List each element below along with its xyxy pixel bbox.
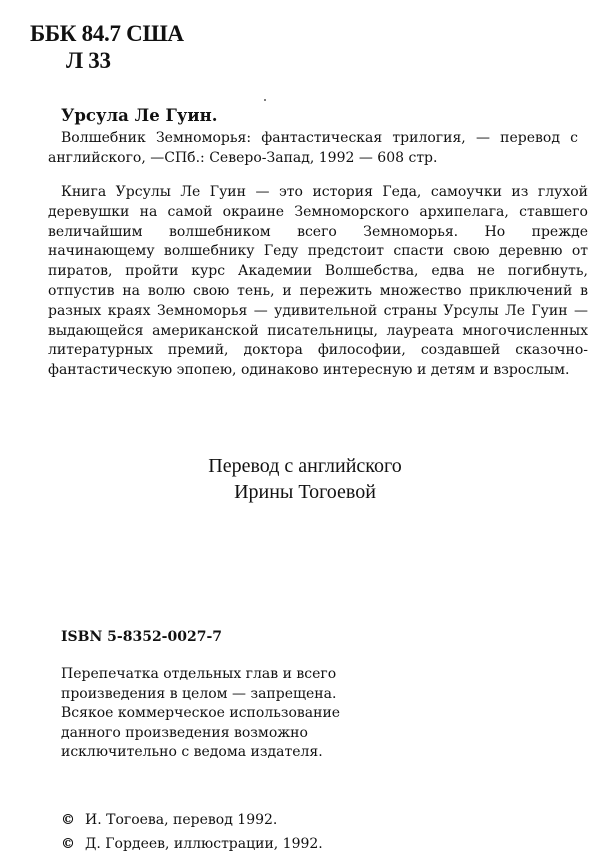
translator-credit xyxy=(0,453,610,505)
copyright-translation xyxy=(61,808,323,832)
rights-line: исключительно с ведома издателя. xyxy=(61,744,323,760)
copyright-icon: © xyxy=(61,812,75,828)
copyright-text: И. Тогоева, перевод 1992. xyxy=(85,812,278,828)
translation-note: Перевод с английского xyxy=(208,455,402,477)
bbk-code: ББК 84.7 США xyxy=(30,21,184,46)
print-speck xyxy=(264,99,266,101)
bibliographic-description: Волшебник Земноморья: фантастическая трилогия, — перевод с английского, —СПб.: Северо-Запад, 1992 — 608 стр. xyxy=(48,130,578,166)
rights-line: Всякое коммерческое использование xyxy=(61,705,341,721)
book-author: Урсула Ле Гуин. xyxy=(61,106,218,125)
rights-line: произведения в целом — запрещена. xyxy=(61,685,337,702)
copyright-block xyxy=(61,808,323,856)
book-annotation: Книга Урсулы Ле Гуин — это история Геда, самоучки из глухой деревушки на самой окраине Земноморского архипелага, ставшего величайшим волшебником всего Земноморья. Но прежде начинающему волшебнику Геду предстоит спасти свою деревню от пиратов, пройти курс Академии Волшебства, едва не погибнуть, отпустив на волю свою тень, и пережить множество приключений в разных краях Земноморья — удивительной страны Урсулы Ле Гуин — выдающейся американской писательницы, лауреата многочисленных литературных премий, доктора философии, создавшей сказочно-фантастическую эпопею, одинаково интересную и детям и взрослым. xyxy=(48,184,588,379)
rights-line: Перепечатка отдельных глав и всего xyxy=(61,666,337,682)
rights-line: данного произведения возможно xyxy=(61,724,308,741)
bbk-classification xyxy=(30,20,184,74)
copyright-illustrations xyxy=(61,832,323,856)
copyright-text: Д. Гордеев, иллюстрации, 1992. xyxy=(85,836,323,852)
translator-name: Ирины Тогоевой xyxy=(234,481,376,503)
copyright-icon: © xyxy=(61,836,75,852)
rights-notice xyxy=(61,665,340,763)
author-mark: Л 33 xyxy=(66,48,111,73)
isbn: ISBN 5-8352-0027-7 xyxy=(61,629,223,645)
